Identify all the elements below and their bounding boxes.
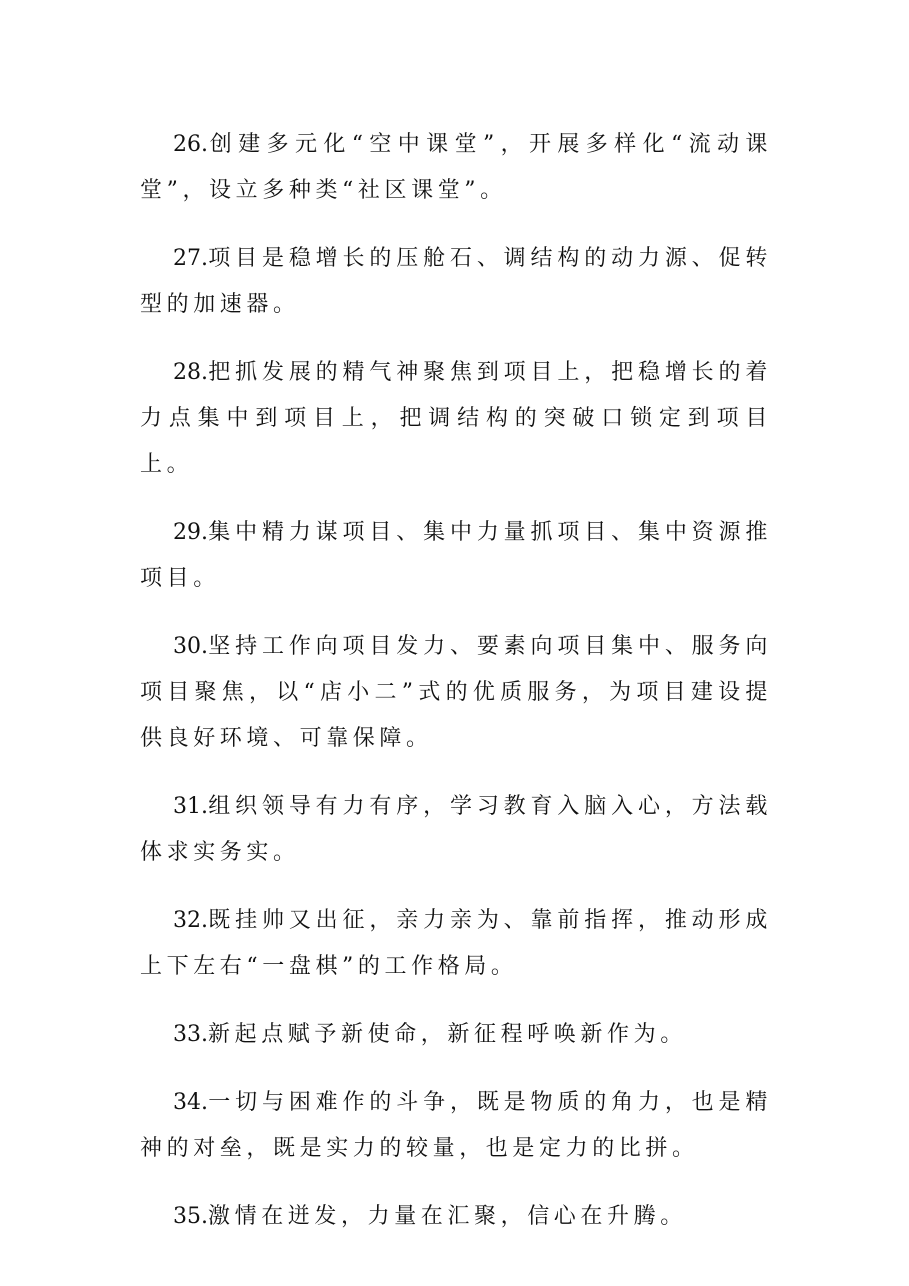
paragraph-33 — [140, 1012, 772, 1058]
paragraph-number: 27. — [173, 246, 208, 271]
paragraph-text: 集中精力谋项目、集中力量抓项目、集中资源推项目。 — [140, 520, 772, 591]
paragraph-number: 33. — [173, 1022, 208, 1047]
paragraph-text: 项目是稳增长的压舱石、调结构的动力源、促转型的加速器。 — [140, 246, 772, 317]
paragraph-28 — [140, 350, 772, 488]
paragraph-text: 一切与困难作的斗争，既是物质的角力，也是精神的对垒，既是实力的较量，也是定力的比拼。 — [140, 1090, 772, 1161]
paragraph-29 — [140, 510, 772, 602]
paragraph-26 — [140, 122, 772, 214]
paragraph-number: 35. — [173, 1204, 208, 1229]
paragraph-text: 把抓发展的精气神聚焦到项目上，把稳增长的着力点集中到项目上，把调结构的突破口锁定到项目上。 — [140, 360, 772, 477]
paragraph-number: 30. — [173, 634, 208, 659]
paragraph-number: 31. — [173, 794, 208, 819]
paragraph-34 — [140, 1080, 772, 1172]
paragraph-32 — [140, 898, 772, 990]
paragraph-31 — [140, 784, 772, 876]
paragraph-number: 29. — [173, 520, 208, 545]
paragraph-text: 新起点赋予新使命，新征程呼唤新作为。 — [208, 1022, 687, 1047]
paragraph-text: 既挂帅又出征，亲力亲为、靠前指挥，推动形成上下左右“一盘棋”的工作格局。 — [140, 908, 772, 979]
paragraph-text: 组织领导有力有序，学习教育入脑入心，方法载体求实务实。 — [140, 794, 772, 865]
paragraph-number: 34. — [173, 1090, 208, 1115]
paragraph-text: 创建多元化“空中课堂”，开展多样化“流动课堂”，设立多种类“社区课堂”。 — [140, 132, 772, 203]
paragraph-27 — [140, 236, 772, 328]
paragraph-text: 坚持工作向项目发力、要素向项目集中、服务向项目聚焦，以“店小二”式的优质服务，为项目建设提供良好环境、可靠保障。 — [140, 634, 772, 751]
paragraph-number: 26. — [173, 132, 208, 157]
paragraph-35 — [140, 1194, 772, 1240]
paragraph-text: 激情在迸发，力量在汇聚，信心在升腾。 — [208, 1204, 687, 1229]
paragraph-number: 28. — [173, 360, 208, 385]
document-body — [140, 122, 772, 1262]
paragraph-number: 32. — [173, 908, 208, 933]
paragraph-30 — [140, 624, 772, 762]
